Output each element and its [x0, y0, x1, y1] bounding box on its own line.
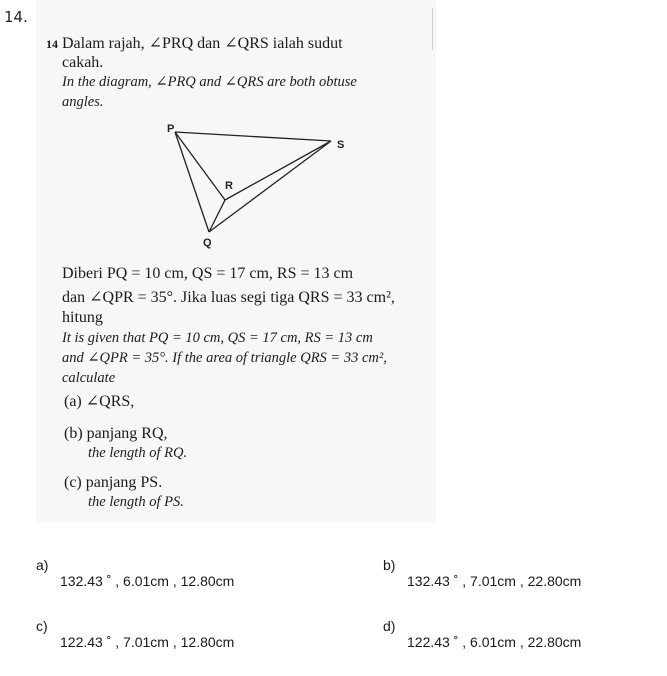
part-a: (a) ∠QRS,	[64, 393, 135, 410]
option-a-letter: a)	[36, 557, 49, 573]
vertex-label-s: S	[337, 139, 345, 151]
question-scan	[36, 0, 436, 522]
segment-pr	[175, 132, 225, 200]
vertex-label-r: R	[225, 180, 233, 192]
segment-ps	[175, 132, 331, 141]
segment-pq	[175, 132, 209, 232]
given-english-2: and ∠QPR = 35°. If the area of triangle QRS = 33 cm²,	[62, 350, 387, 366]
scan-question-text-line-2: cakah.	[62, 54, 104, 71]
option-c-value: 122.43 ˚ , 7.01cm , 12.80cm	[60, 634, 235, 650]
triangle-diagram	[161, 115, 391, 255]
given-malay-2: dan ∠QPR = 35°. Jika luas segi tiga QRS = 33 cm²,	[62, 289, 395, 306]
vertex-label-q: Q	[203, 237, 212, 249]
option-b-value: 132.43 ˚ , 7.01cm , 22.80cm	[407, 573, 582, 589]
scan-edge	[432, 8, 433, 50]
option-c-letter: c)	[36, 618, 48, 634]
option-d-value: 122.43 ˚ , 6.01cm , 22.80cm	[407, 634, 582, 650]
given-malay-3: hitung	[62, 309, 103, 326]
segment-rq	[209, 200, 225, 232]
given-english-3: calculate	[62, 370, 116, 386]
option-d-letter: d)	[383, 618, 396, 634]
part-c-english: the length of PS.	[88, 494, 184, 510]
question-number: 14.	[4, 8, 28, 26]
segment-rs	[225, 141, 331, 200]
part-b-english: the length of RQ.	[88, 445, 188, 461]
scan-question-number: 14	[46, 37, 58, 51]
part-c: (c) panjang PS.	[64, 474, 163, 491]
option-b-letter: b)	[383, 557, 396, 573]
scan-question-text-line-1: 14 Dalam rajah, ∠PRQ dan ∠QRS ialah sudut	[46, 35, 343, 52]
given-malay-1: Diberi PQ = 10 cm, QS = 17 cm, RS = 13 cm	[62, 265, 354, 282]
option-a-value: 132.43 ˚ , 6.01cm , 12.80cm	[60, 573, 235, 589]
part-b: (b) panjang RQ,	[64, 425, 168, 442]
given-english-1: It is given that PQ = 10 cm, QS = 17 cm, RS = 13 cm	[62, 330, 373, 346]
vertex-label-p: P	[167, 123, 175, 135]
scan-english-intro-1: In the diagram, ∠PRQ and ∠QRS are both obtuse	[62, 74, 357, 90]
scan-english-intro-2: angles.	[62, 94, 104, 110]
